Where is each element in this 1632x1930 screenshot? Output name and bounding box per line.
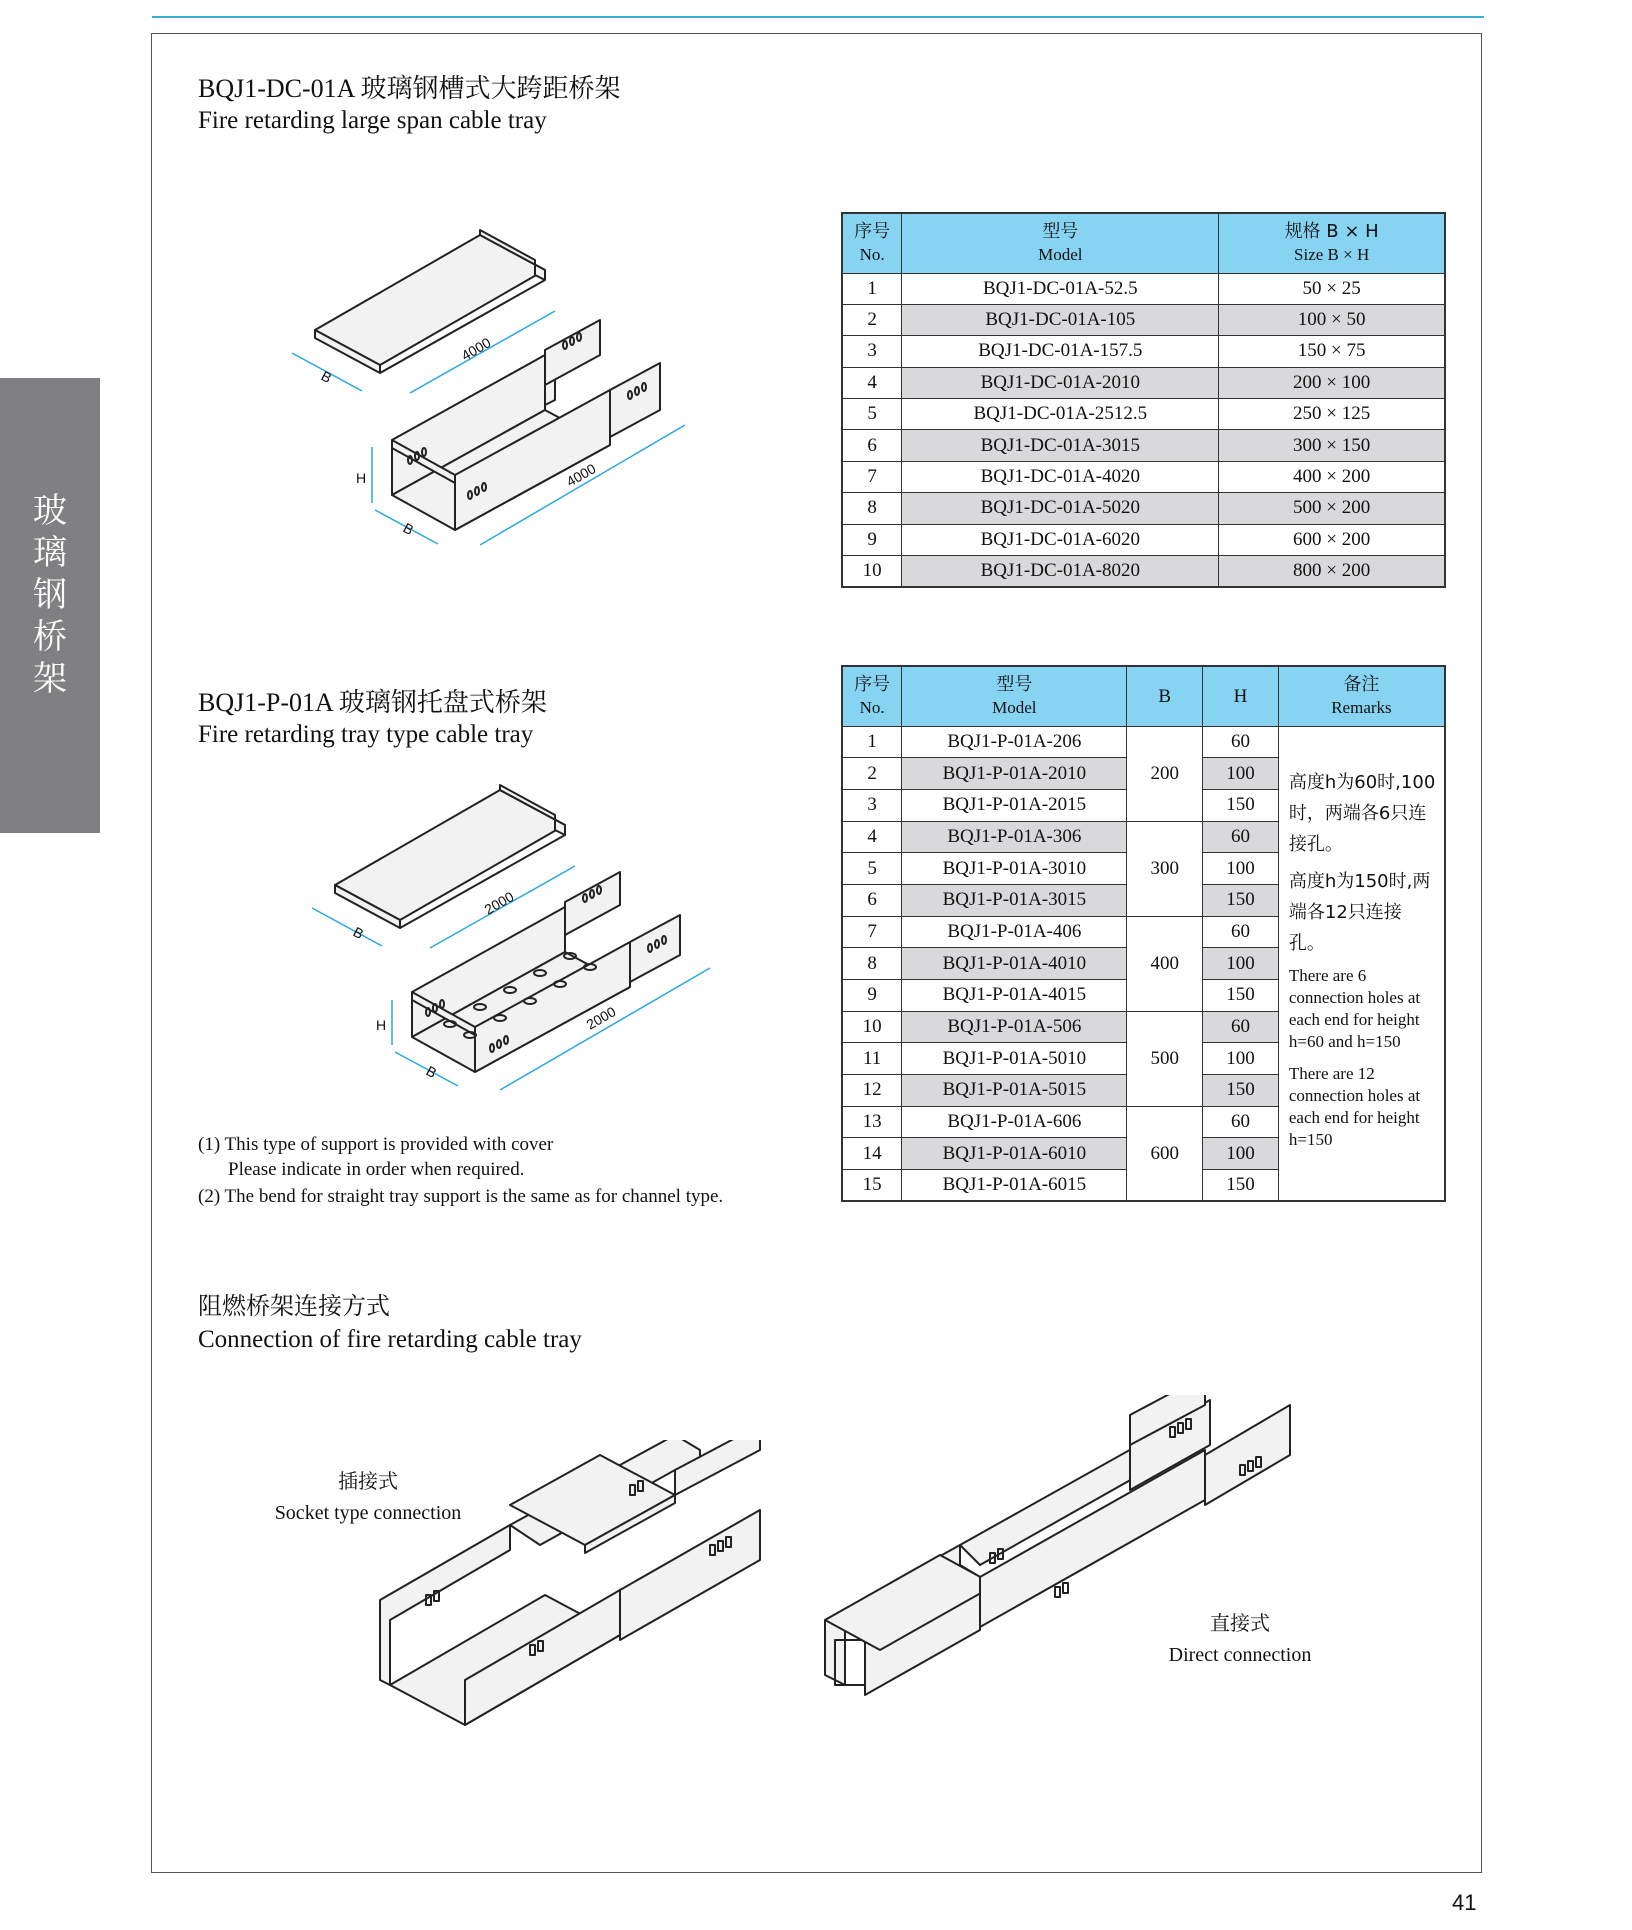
- cell-no: 2: [842, 758, 902, 790]
- cell-model: BQJ1-P-01A-6010: [902, 1138, 1127, 1170]
- cell-h: 100: [1203, 853, 1279, 885]
- cell-no: 6: [842, 884, 902, 916]
- cell-h: 60: [1203, 916, 1279, 948]
- cell-no: 10: [842, 1011, 902, 1043]
- chapter-tab-text: [0, 490, 100, 700]
- tray-type-spec-table: [841, 665, 1446, 1202]
- chapter-tab: [0, 378, 100, 833]
- table-row: [842, 273, 1445, 304]
- table-row: [842, 556, 1445, 587]
- cell-size: 100 × 50: [1219, 304, 1445, 335]
- cell-model: BQJ1-DC-01A-5020: [902, 493, 1219, 524]
- col-header-b: B: [1127, 666, 1203, 726]
- cell-model: BQJ1-P-01A-4010: [902, 948, 1127, 980]
- cell-model: BQJ1-P-01A-6015: [902, 1170, 1127, 1202]
- section3-subtitle: Connection of fire retarding cable tray: [198, 1326, 582, 1353]
- cell-model: BQJ1-P-01A-3015: [902, 884, 1127, 916]
- svg-text:B: B: [350, 923, 367, 943]
- top-rule: [152, 16, 1484, 18]
- remark-text: There are 6 connection holes at each end for height h=60 and h=150: [1288, 965, 1421, 1051]
- section2-subtitle: Fire retarding tray type cable tray: [198, 721, 534, 748]
- cell-model: BQJ1-DC-01A-2512.5: [902, 399, 1219, 430]
- cell-no: 6: [842, 430, 902, 461]
- cell-b: 600: [1127, 1106, 1203, 1201]
- cell-h: 100: [1203, 1043, 1279, 1075]
- cell-model: BQJ1-DC-01A-105: [902, 304, 1219, 335]
- cell-no: 3: [842, 789, 902, 821]
- chapter-tab-label: 玻璃钢桥架: [33, 491, 67, 699]
- table-row: [842, 726, 1445, 758]
- note-1-cont: Please indicate in order when required.: [228, 1159, 525, 1180]
- cell-model: BQJ1-P-01A-3010: [902, 853, 1127, 885]
- table-row: [842, 304, 1445, 335]
- table-row: [842, 493, 1445, 524]
- cell-size: 300 × 150: [1219, 430, 1445, 461]
- cell-h: 60: [1203, 821, 1279, 853]
- cell-no: 11: [842, 1043, 902, 1075]
- cell-no: 14: [842, 1138, 902, 1170]
- cell-model: BQJ1-P-01A-406: [902, 916, 1127, 948]
- cell-model: BQJ1-DC-01A-2010: [902, 367, 1219, 398]
- cell-h: 60: [1203, 1106, 1279, 1138]
- section1-subtitle: Fire retarding large span cable tray: [198, 107, 547, 134]
- remark-text: 高度h为150时,两端各12只连接孔。: [1288, 870, 1431, 954]
- cell-no: 5: [842, 853, 902, 885]
- table-row: [842, 430, 1445, 461]
- cell-no: 8: [842, 493, 902, 524]
- cell-no: 2: [842, 304, 902, 335]
- svg-text:2000: 2000: [481, 888, 517, 918]
- section2-title: BQJ1-P-01A 玻璃钢托盘式桥架: [198, 688, 547, 717]
- cell-size: 600 × 200: [1219, 524, 1445, 555]
- cell-h: 100: [1203, 1138, 1279, 1170]
- cell-no: 10: [842, 556, 902, 587]
- svg-text:H: H: [376, 1017, 387, 1033]
- col-header-remarks: 备注 Remarks: [1278, 666, 1445, 726]
- cell-no: 12: [842, 1075, 902, 1107]
- svg-text:2000: 2000: [583, 1003, 619, 1033]
- cell-no: 9: [842, 980, 902, 1012]
- page-number: 41: [1452, 1890, 1477, 1915]
- cell-model: BQJ1-DC-01A-4020: [902, 461, 1219, 492]
- cell-model: BQJ1-P-01A-206: [902, 726, 1127, 758]
- cell-size: 250 × 125: [1219, 399, 1445, 430]
- cell-model: BQJ1-P-01A-4015: [902, 980, 1127, 1012]
- cell-size: 500 × 200: [1219, 493, 1445, 524]
- cell-h: 150: [1203, 1075, 1279, 1107]
- table-row: [842, 524, 1445, 555]
- cell-model: BQJ1-P-01A-2015: [902, 789, 1127, 821]
- note-1: (1) This type of support is provided with cover: [198, 1134, 554, 1155]
- table-row: [842, 336, 1445, 367]
- svg-text:B: B: [400, 519, 417, 539]
- remark-text: There are 12 connection holes at each end for height h=150: [1288, 1063, 1421, 1149]
- cell-h: 60: [1203, 1011, 1279, 1043]
- socket-connection-label: 插接式 Socket type connection: [274, 1469, 462, 1524]
- cell-model: BQJ1-DC-01A-52.5: [902, 273, 1219, 304]
- cell-h: 150: [1203, 884, 1279, 916]
- cell-size: 400 × 200: [1219, 461, 1445, 492]
- cell-model: BQJ1-P-01A-5010: [902, 1043, 1127, 1075]
- cell-model: BQJ1-P-01A-306: [902, 821, 1127, 853]
- col-header-no: 序号 No.: [842, 666, 902, 726]
- col-header-no: 序号 No.: [842, 213, 902, 273]
- col-header-size: 规格 B × H Size B × H: [1219, 213, 1445, 273]
- cell-b: 200: [1127, 726, 1203, 821]
- svg-text:4000: 4000: [458, 334, 494, 364]
- cell-no: 4: [842, 367, 902, 398]
- col-header-model: 型号 Model: [902, 213, 1219, 273]
- cell-h: 150: [1203, 1170, 1279, 1202]
- cell-no: 1: [842, 273, 902, 304]
- cell-model: BQJ1-P-01A-2010: [902, 758, 1127, 790]
- cell-no: 5: [842, 399, 902, 430]
- cell-no: 13: [842, 1106, 902, 1138]
- cell-no: 9: [842, 524, 902, 555]
- cell-size: 800 × 200: [1219, 556, 1445, 587]
- section3-title: 阻燃桥架连接方式: [198, 1292, 390, 1320]
- table-row: [842, 367, 1445, 398]
- cell-model: BQJ1-P-01A-506: [902, 1011, 1127, 1043]
- cell-size: 150 × 75: [1219, 336, 1445, 367]
- cell-no: 7: [842, 461, 902, 492]
- cell-no: 8: [842, 948, 902, 980]
- cell-h: 100: [1203, 758, 1279, 790]
- cell-no: 4: [842, 821, 902, 853]
- cell-no: 7: [842, 916, 902, 948]
- cell-size: 200 × 100: [1219, 367, 1445, 398]
- cell-h: 60: [1203, 726, 1279, 758]
- cell-h: 150: [1203, 980, 1279, 1012]
- section1-title: BQJ1-DC-01A 玻璃钢槽式大跨距桥架: [198, 74, 621, 103]
- cell-no: 1: [842, 726, 902, 758]
- cell-remarks: [1278, 726, 1445, 1201]
- cell-model: BQJ1-DC-01A-8020: [902, 556, 1219, 587]
- cell-size: 50 × 25: [1219, 273, 1445, 304]
- channel-tray-spec-table: [841, 212, 1446, 588]
- svg-text:B: B: [318, 367, 335, 387]
- table-row: [842, 399, 1445, 430]
- col-header-model: 型号 Model: [902, 666, 1127, 726]
- col-header-h: H: [1203, 666, 1279, 726]
- cell-no: 15: [842, 1170, 902, 1202]
- cell-model: BQJ1-DC-01A-3015: [902, 430, 1219, 461]
- cell-b: 300: [1127, 821, 1203, 916]
- svg-text:B: B: [423, 1062, 440, 1082]
- svg-text:4000: 4000: [563, 460, 599, 490]
- cell-b: 400: [1127, 916, 1203, 1011]
- channel-tray-diagram: [280, 225, 700, 565]
- cell-model: BQJ1-P-01A-606: [902, 1106, 1127, 1138]
- cell-model: BQJ1-DC-01A-157.5: [902, 336, 1219, 367]
- cell-h: 150: [1203, 789, 1279, 821]
- table-row: [842, 461, 1445, 492]
- note-2: (2) The bend for straight tray support is the same as for channel type.: [198, 1186, 724, 1207]
- cell-no: 3: [842, 336, 902, 367]
- tray-type-diagram: [300, 780, 720, 1110]
- cell-b: 500: [1127, 1011, 1203, 1106]
- remark-text: 高度h为60时,100时，两端各6只连接孔。: [1288, 771, 1436, 855]
- cell-model: BQJ1-DC-01A-6020: [902, 524, 1219, 555]
- cell-model: BQJ1-P-01A-5015: [902, 1075, 1127, 1107]
- direct-connection-label: 直接式 Direct connection: [1168, 1611, 1312, 1666]
- cell-h: 100: [1203, 948, 1279, 980]
- svg-text:H: H: [356, 470, 367, 486]
